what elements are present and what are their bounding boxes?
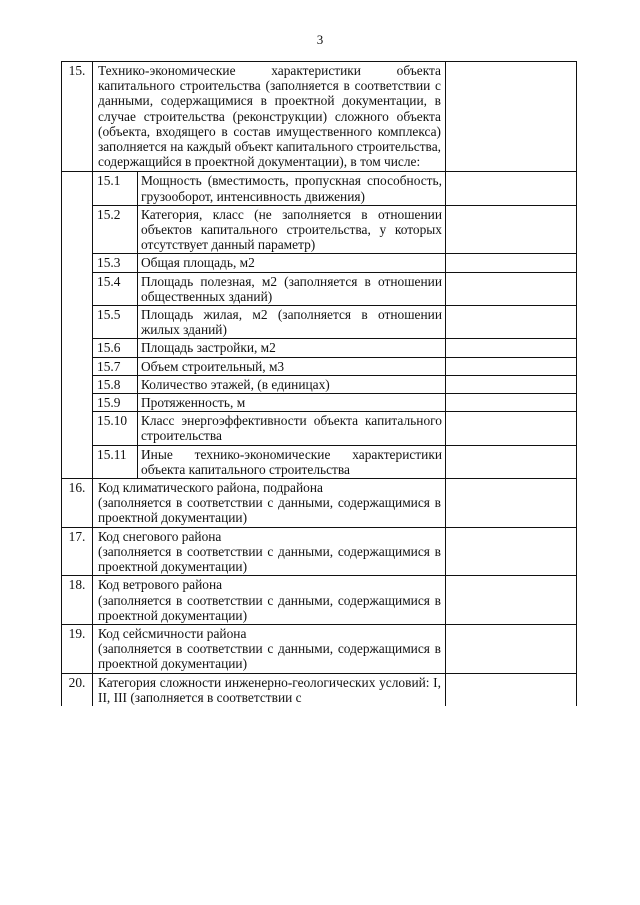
- row-text: Категория сложности инженерно-геологических условий: I, II, III (заполняется в соответствии с: [93, 673, 446, 706]
- row-title: Код климатического района, подрайона: [98, 480, 323, 496]
- table-row-15-8: [62, 375, 577, 393]
- row-title: Код сейсмичности района: [98, 625, 247, 641]
- spacer-cell: [62, 306, 93, 339]
- table-row-20: [62, 673, 577, 706]
- form-table: [61, 61, 577, 706]
- table-row-15: [62, 62, 577, 172]
- subrow-number: 15.3: [93, 254, 138, 272]
- subrow-number: 15.1: [93, 172, 138, 205]
- value-cell[interactable]: [446, 445, 577, 478]
- value-cell[interactable]: [446, 272, 577, 305]
- row-content: [93, 479, 446, 528]
- value-cell[interactable]: [446, 306, 577, 339]
- spacer-cell: [62, 272, 93, 305]
- table-row-17: [62, 527, 577, 576]
- value-cell[interactable]: [446, 172, 577, 205]
- subrow-text: Протяженность, м: [138, 394, 446, 412]
- row-number: 17.: [62, 527, 93, 576]
- table-row-15-7: [62, 357, 577, 375]
- row-number: 19.: [62, 624, 93, 673]
- subrow-number: 15.9: [93, 394, 138, 412]
- value-cell[interactable]: [446, 527, 577, 576]
- spacer-cell: [62, 394, 93, 412]
- value-cell[interactable]: [446, 576, 577, 625]
- subrow-number: 15.10: [93, 412, 138, 445]
- value-cell[interactable]: [446, 339, 577, 357]
- spacer-cell: [62, 412, 93, 445]
- spacer-cell: [62, 357, 93, 375]
- subrow-text: Категория, класс (не заполняется в отношении объектов капитального строительства, у которых отсутствует данный параметр): [138, 205, 446, 254]
- value-cell[interactable]: [446, 624, 577, 673]
- row-note: (заполняется в соответствии с данными, содержащимися в проектной документации): [98, 641, 441, 672]
- table-row-15-9: [62, 394, 577, 412]
- table-row-15-6: [62, 339, 577, 357]
- subrow-text: Количество этажей, (в единицах): [138, 375, 446, 393]
- subrow-text: Объем строительный, м3: [138, 357, 446, 375]
- subrow-number: 15.4: [93, 272, 138, 305]
- row-number: 18.: [62, 576, 93, 625]
- value-cell[interactable]: [446, 357, 577, 375]
- subrow-number: 15.7: [93, 357, 138, 375]
- table-row-15-5: [62, 306, 577, 339]
- table-row-19: [62, 624, 577, 673]
- subrow-text: Площадь полезная, м2 (заполняется в отношении общественных зданий): [138, 272, 446, 305]
- page-number: 3: [316, 32, 324, 47]
- row-note: (заполняется в соответствии с данными, содержащимися в проектной документации): [98, 592, 441, 623]
- subrow-number: 15.2: [93, 205, 138, 254]
- table-row-15-2: [62, 205, 577, 254]
- row-title: Код снегового района: [98, 528, 222, 544]
- value-cell[interactable]: [446, 205, 577, 254]
- value-cell[interactable]: [446, 673, 577, 706]
- row-content: [93, 576, 446, 625]
- subrow-text: Иные технико-экономические характеристики объекта капитального строительства: [138, 445, 446, 478]
- value-cell[interactable]: [446, 62, 577, 172]
- table-row-15-10: [62, 412, 577, 445]
- row-content: [93, 624, 446, 673]
- spacer-cell: [62, 205, 93, 254]
- table-row-18: [62, 576, 577, 625]
- row-title: Код ветрового района: [98, 577, 223, 593]
- table-row-15-1: [62, 172, 577, 205]
- value-cell[interactable]: [446, 479, 577, 528]
- subrow-number: 15.8: [93, 375, 138, 393]
- subrow-number: 15.11: [93, 445, 138, 478]
- row-text: Технико-экономические характеристики объекта капитального строительства (заполняется в соответствии с данными, содержащимися в проектной документации, в случае строительства (реконструкции) сложного объекта (объекта, входящего в состав имущественного комплекса) заполняется на каждый объект капитального строительства, содержащийся в проектной документации), в том числе:: [93, 62, 446, 172]
- value-cell[interactable]: [446, 394, 577, 412]
- subrow-text: Мощность (вместимость, пропускная способность, грузооборот, интенсивность движения): [138, 172, 446, 205]
- row-number: 20.: [62, 673, 93, 706]
- value-cell[interactable]: [446, 412, 577, 445]
- spacer-cell: [62, 172, 93, 205]
- row-note: (заполняется в соответствии с данными, содержащимися в проектной документации): [98, 495, 441, 526]
- table-row-15-4: [62, 272, 577, 305]
- spacer-cell: [62, 339, 93, 357]
- table-row-15-3: [62, 254, 577, 272]
- subrow-text: Общая площадь, м2: [138, 254, 446, 272]
- table-row-16: [62, 479, 577, 528]
- spacer-cell: [62, 445, 93, 478]
- spacer-cell: [62, 254, 93, 272]
- table-row-15-11: [62, 445, 577, 478]
- spacer-cell: [62, 375, 93, 393]
- subrow-number: 15.5: [93, 306, 138, 339]
- value-cell[interactable]: [446, 254, 577, 272]
- subrow-text: Площадь жилая, м2 (заполняется в отношении жилых зданий): [138, 306, 446, 339]
- row-content: [93, 527, 446, 576]
- row-number: 16.: [62, 479, 93, 528]
- row-note: (заполняется в соответствии с данными, содержащимися в проектной документации): [98, 543, 441, 575]
- value-cell[interactable]: [446, 375, 577, 393]
- subrow-number: 15.6: [93, 339, 138, 357]
- subrow-text: Площадь застройки, м2: [138, 339, 446, 357]
- subrow-text: Класс энергоэффективности объекта капитального строительства: [138, 412, 446, 445]
- row-number: 15.: [62, 62, 93, 172]
